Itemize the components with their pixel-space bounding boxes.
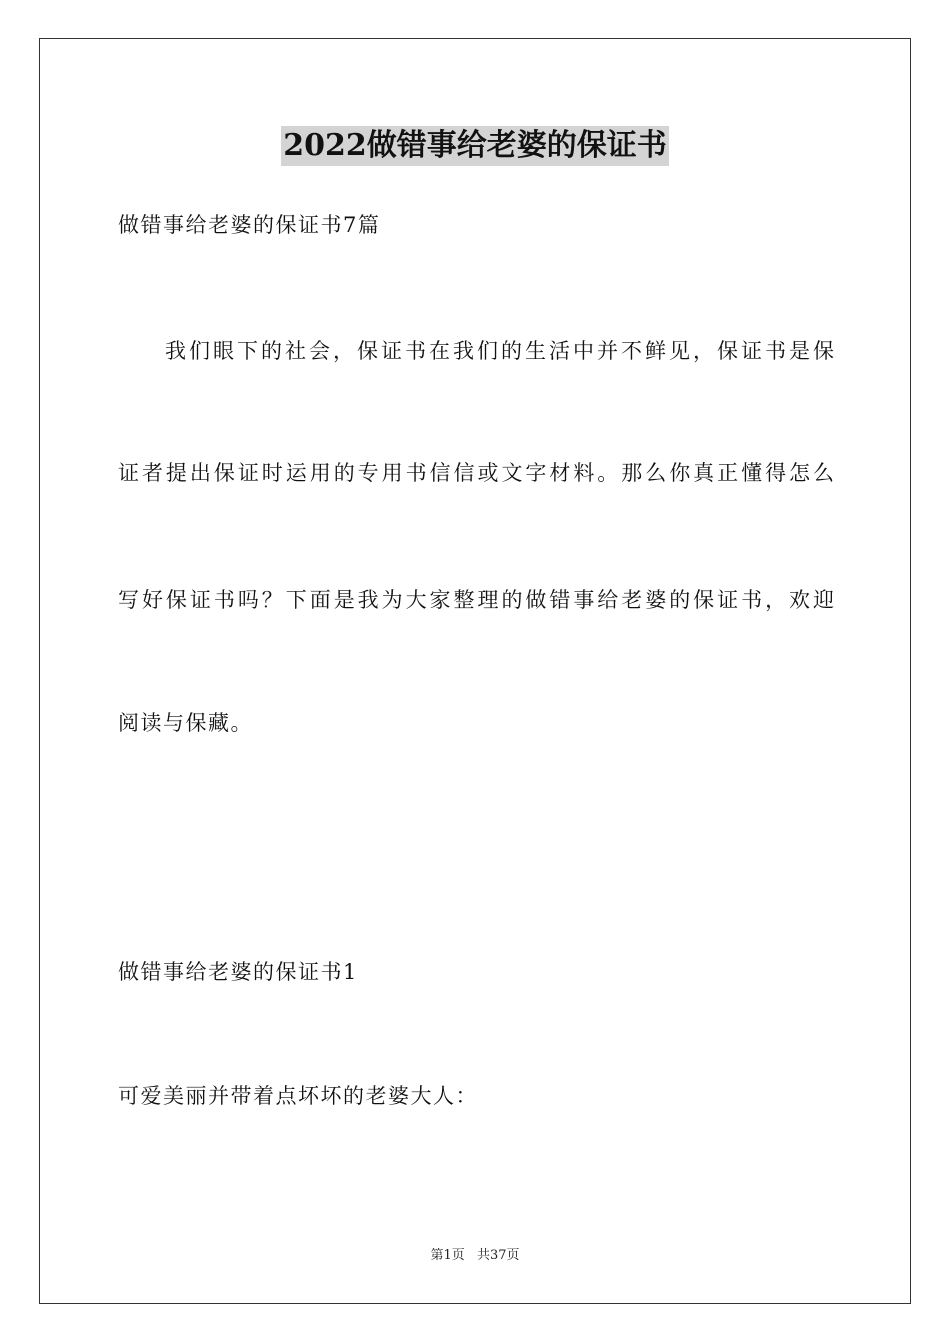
page-footer [0,1247,950,1265]
document-title: 2022做错事给老婆的保证书 [281,126,669,166]
title-container [0,126,950,166]
intro-line-2: 证者提出保证时运用的专用书信信或文字材料。那么你真正懂得怎么 [118,461,834,485]
intro-line-1: 我们眼下的社会，保证书在我们的生活中并不鲜见，保证书是保 [165,339,834,363]
total-pages: 共37页 [476,1248,520,1263]
page-number: 第1页 [430,1248,465,1263]
document-subtitle: 做错事给老婆的保证书7篇 [118,213,381,237]
section-heading: 做错事给老婆的保证书1 [118,960,358,984]
intro-line-4: 阅读与保藏。 [118,711,253,735]
salutation: 可爱美丽并带着点坏坏的老婆大人： [118,1084,478,1108]
intro-line-3: 写好保证书吗？下面是我为大家整理的做错事给老婆的保证书，欢迎 [118,588,834,612]
